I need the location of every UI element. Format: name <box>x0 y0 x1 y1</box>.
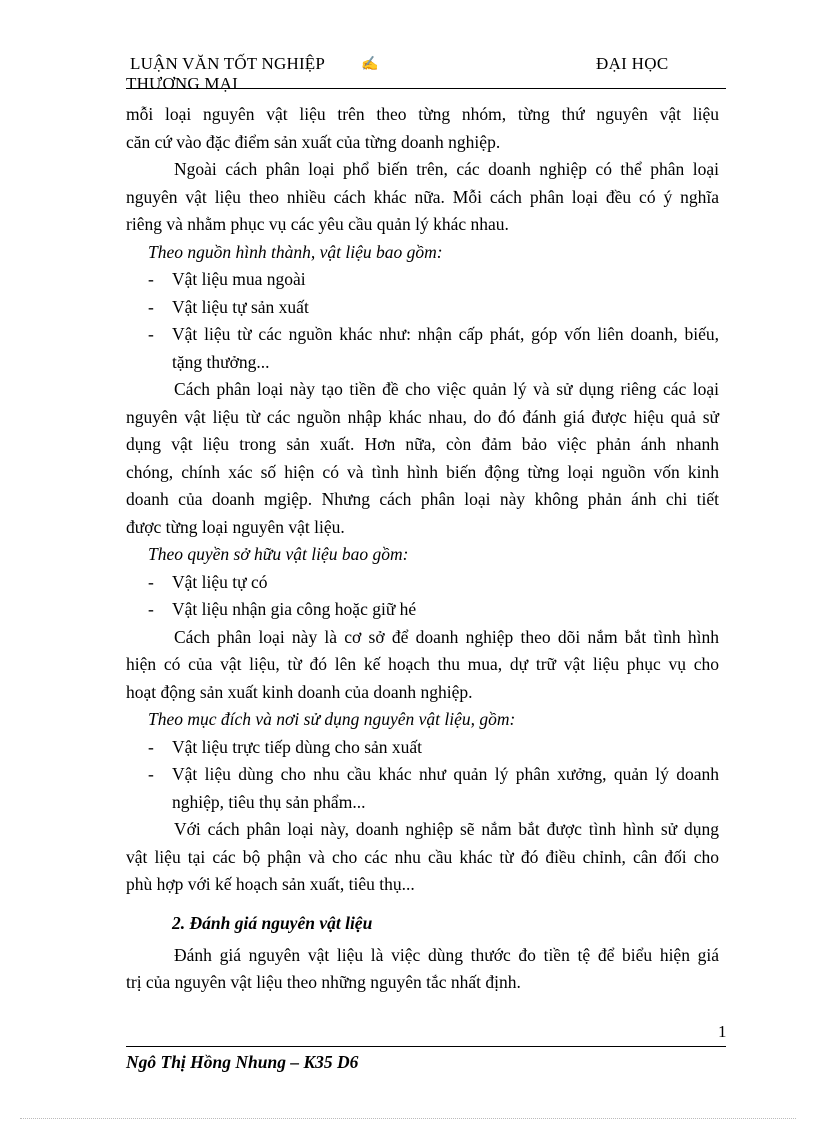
paragraph-line: riêng và nhằm phục vụ các yêu cầu quản lý khác nhau. <box>126 214 509 234</box>
paragraph-line: hoạt động sản xuất kinh doanh của doanh nghiệp. <box>126 681 473 702</box>
footer-author: Ngô Thị Hồng Nhung – K35 D6 <box>126 1052 359 1072</box>
footer-rule <box>126 1046 726 1047</box>
list-item: - Vật liệu trực tiếp dùng cho sản xuất <box>148 736 423 757</box>
paragraph-line: Cách phân loại này là cơ sở để doanh nghiệp theo dõi nắm bắt tình hình <box>174 626 719 647</box>
paragraph-line: được từng loại nguyên vật liệu. <box>126 516 345 537</box>
page-header <box>126 52 726 92</box>
paragraph-line: dụng vật liệu trong sản xuất. Hơn nữa, còn đảm bảo việc phản ánh nhanh <box>126 434 719 454</box>
list-item: - Vật liệu tự có <box>148 571 268 592</box>
header-title-left: LUẬN VĂN TỐT NGHIỆP <box>130 54 326 73</box>
paragraph-line: doanh của doanh mgiệp. Nhưng cách phân loại này không phản ánh chi tiết <box>126 489 719 509</box>
list-item-continuation: nghiệp, tiêu thụ sản phẩm... <box>172 791 366 812</box>
paragraph-line: nguyên vật liệu theo nhiều cách khác nữa. Mỗi cách phân loại đều có ý nghĩa <box>126 186 719 207</box>
paragraph-line: vật liệu tại các bộ phận và cho các nhu cầu khác từ đó điều chỉnh, cân đối cho <box>126 846 719 867</box>
header-title-wrap: THƯƠNG MẠI <box>126 74 238 93</box>
paragraph-line: hiện có của vật liệu, từ đó lên kế hoạch thu mua, dự trữ vật liệu phục vụ cho <box>126 654 719 674</box>
paragraph-line: chóng, chính xác số hiện có và tình hình biến động từng loại nguồn vốn kinh <box>126 461 719 482</box>
header-rule <box>126 88 726 89</box>
subheading: Theo mục đích và nơi sử dụng nguyên vật liệu, gồm: <box>148 709 516 729</box>
pen-writing-icon: ✍ <box>361 57 379 72</box>
subheading: Theo nguồn hình thành, vật liệu bao gồm: <box>148 241 443 262</box>
paragraph-line: Với cách phân loại này, doanh nghiệp sẽ nắm bắt được tình hình sử dụng <box>174 819 719 839</box>
page-number: 1 <box>718 1022 727 1041</box>
paragraph-line: Đánh giá nguyên vật liệu là việc dùng thước đo tiền tệ để biểu hiện giá <box>174 944 719 965</box>
list-item: - Vật liệu dùng cho nhu cầu khác như quản lý phân xưởng, quản lý doanh <box>148 764 719 784</box>
paragraph-line: căn cứ vào đặc điểm sản xuất của từng doanh nghiệp. <box>126 131 501 152</box>
header-title-right: ĐẠI HỌC <box>596 54 669 73</box>
list-item: - Vật liệu mua ngoài <box>148 269 306 289</box>
list-item: - Vật liệu nhận gia công hoặc giữ hé <box>148 599 417 619</box>
list-item: - Vật liệu tự sản xuất <box>148 296 309 317</box>
subheading: Theo quyền sở hữu vật liệu bao gồm: <box>148 544 409 564</box>
paragraph-line: nguyên vật liệu từ các nguồn nhập khác nhau, do đó đánh giá được hiệu quả sử <box>126 406 719 427</box>
document-body <box>126 101 719 997</box>
page-edge-divider <box>20 1118 796 1119</box>
list-item: - Vật liệu từ các nguồn khác như: nhận cấp phát, góp vốn liên doanh, biếu, <box>148 324 719 344</box>
paragraph-line: mỗi loại nguyên vật liệu trên theo từng nhóm, từng thứ nguyên vật liệu <box>126 104 719 124</box>
section-heading: 2. Đánh giá nguyên vật liệu <box>172 912 373 933</box>
list-item-continuation: tặng thưởng... <box>172 351 270 372</box>
paragraph-line: phù hợp với kế hoạch sản xuất, tiêu thụ... <box>126 874 415 894</box>
paragraph-line: trị của nguyên vật liệu theo những nguyên tắc nhất định. <box>126 972 521 992</box>
paragraph-line: Cách phân loại này tạo tiền đề cho việc quản lý và sử dụng riêng các loại <box>174 379 719 399</box>
paragraph-line: Ngoài cách phân loại phổ biến trên, các doanh nghiệp có thể phân loại <box>174 159 719 179</box>
